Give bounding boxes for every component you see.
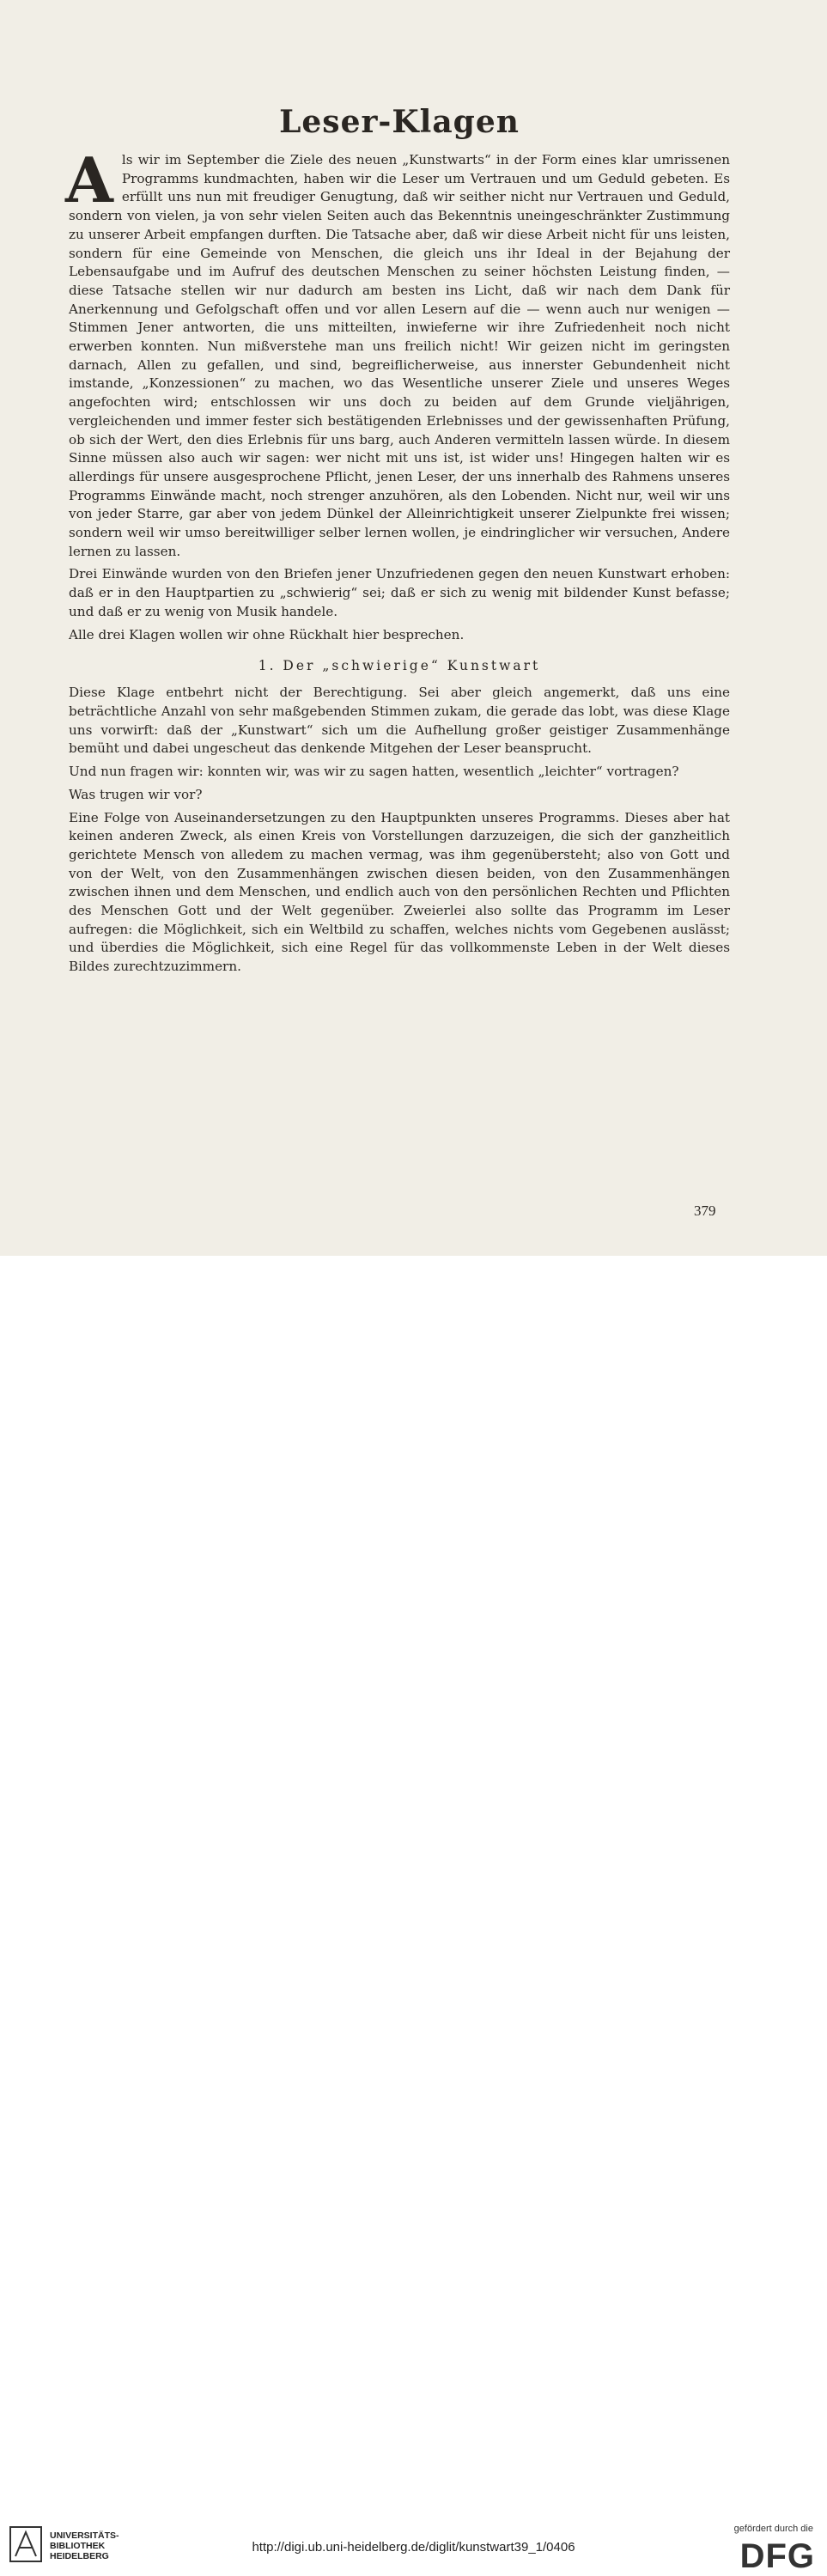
- source-url-link[interactable]: http://digi.ub.uni-heidelberg.de/diglit/kunstwart39_1/0406: [252, 2540, 575, 2555]
- funding-label: gefördert durch die: [733, 2524, 813, 2534]
- dfg-logo: DFG: [739, 2537, 815, 2575]
- article: [65, 103, 730, 981]
- drop-cap-letter: A: [65, 143, 113, 216]
- paragraph: Und nun fragen wir: konnten wir, was wir zu sagen hatten, wesentlich „leichter“ vortragen?: [69, 764, 679, 780]
- scanned-page: [0, 0, 827, 1256]
- paragraph: Alle drei Klagen wollen wir ohne Rückhalt hier besprechen.: [69, 626, 465, 642]
- university-name-text: UNIVERSITÄTS- BIBLIOTHEK HEIDELBERG: [50, 2530, 119, 2561]
- footer-bar: [0, 1256, 827, 2575]
- paragraph-text: ls wir im September die Ziele des neuen „Kunstwarts“ in der Form eines klar umrissenen Programms kundmachten, haben wir die Leser um Vertrauen und um Geduld gebeten. Es erfüllt uns nun mit freudiger Genugtung, daß wir seither nicht nur Vertrauen und Geduld, sondern von vielen, ja von sehr vielen Seiten auch das Bekenntnis uneingeschränkter Zustimmung zu unserer Arbeit empfangen durften. Die Tatsache aber, daß wir diese Arbeit nicht für uns leisten, sondern für eine Gemeinde von Menschen, die gleich uns ihr Ideal in der Bejahung der Lebensaufgabe und im Aufruf des deutschen Menschen zu seiner höchsten Leistung finden, — diese Tatsache stellen wir nur dadurch am besten ins Licht, daß wir nach dem Dank für Anerkennung und Gefolgschaft offen und vor allen Lesern auf die — wenn auch nur wenigen — Stimmen Jener antworten, die uns mitteilten, inwieferne wir ihre Zufriedenheit noch nicht erwerben konnten. Nun mißverstehe man uns freilich nicht! Wir geizen nicht im geringsten darnach, Allen zu gefallen, und sind, begreiflicherweise, aus innerster Gebundenheit nicht imstande, „Konzessionen“ zu machen, wo das Wesentliche unserer Ziele und unseres Weges angefochten wird; entschlossen wir uns doch zu beiden auf dem Grunde vieljährigen, vergleichenden und immer fester sich bestätigenden Erlebnisses und der gewissenhaften Prüfung, ob sich der Wert, den dies Erlebnis für uns barg, auch Anderen vermitteln lassen würde. In diesem Sinne müssen also auch wir sagen: wer nicht mit uns ist, ist wider uns! Hingegen halten wir es allerdings für unsere ausgesprochene Pflicht, jenen Leser, der uns innerhalb des Rahmens unseres Programms Einwände macht, noch strenger anzuhören, als den Lobenden. Nicht nur, weil wir uns von jeder Starre, gar aber von jedem Dünkel der Alleinrichtigkeit unserer Zielpunkte frei wissen; sondern weil wir umso bereitwilliger selber lernen wollen, je eindringlicher wir versuchen, Andere lernen zu lassen.: [69, 152, 730, 559]
- intro-paragraph: [65, 143, 730, 561]
- paragraph: Eine Folge von Auseinandersetzungen zu den Hauptpunkten unseres Programms. Dieses aber hat keinen anderen Zweck, als einen Kreis von Vorstellungen darzuzeigen, die sich der ganzheitlich gerichtete Mensch von alledem zu machen vermag, was ihm gegenübersteht; also von Gott und von der Welt, von den Zusammenhängen zwischen diesen beiden, von den Zusammenhängen zwischen ihnen und dem Menschen, und endlich auch von den persönlichen Rechten und Pflichten des Menschen Gott und der Welt gegenüber. Zweierlei also sollte das Programm im Leser aufregen: die Möglichkeit, sich ein Weltbild zu schaffen, welches nichts vom Gegebenen auslässt; und überdies die Möglichkeit, sich eine Regel für das vollkommenste Leben in der Welt dieses Bildes zurechtzuzimmern.: [69, 809, 730, 975]
- paragraph: Diese Klage entbehrt nicht der Berechtigung. Sei aber gleich angemerkt, daß uns eine beträchtliche Anzahl von sehr maßgebenden Stimmen zukam, die gerade das lobt, was diese Klage uns vorwirft: daß der „Kunstwart“ sich um die Aufhellung großer geistiger Zusammenhänge bemüht und dabei ungescheut das denkende Mitgehen der Leser beansprucht.: [69, 685, 730, 757]
- page-title: Leser-Klagen: [279, 104, 520, 140]
- page-number: 379: [694, 1203, 716, 1219]
- paragraph: Was trugen wir vor?: [69, 786, 203, 802]
- section-heading: 1. Der „schwierige“ Kunstwart: [258, 658, 541, 674]
- paragraph: Drei Einwände wurden von den Briefen jener Unzufriedenen gegen den neuen Kunstwart erhoben: daß er in den Hauptpartien zu „schwierig“ sei; daß er sich zu wenig mit bildender Kunst befasse; und daß er zu wenig von Musik handele.: [69, 566, 730, 619]
